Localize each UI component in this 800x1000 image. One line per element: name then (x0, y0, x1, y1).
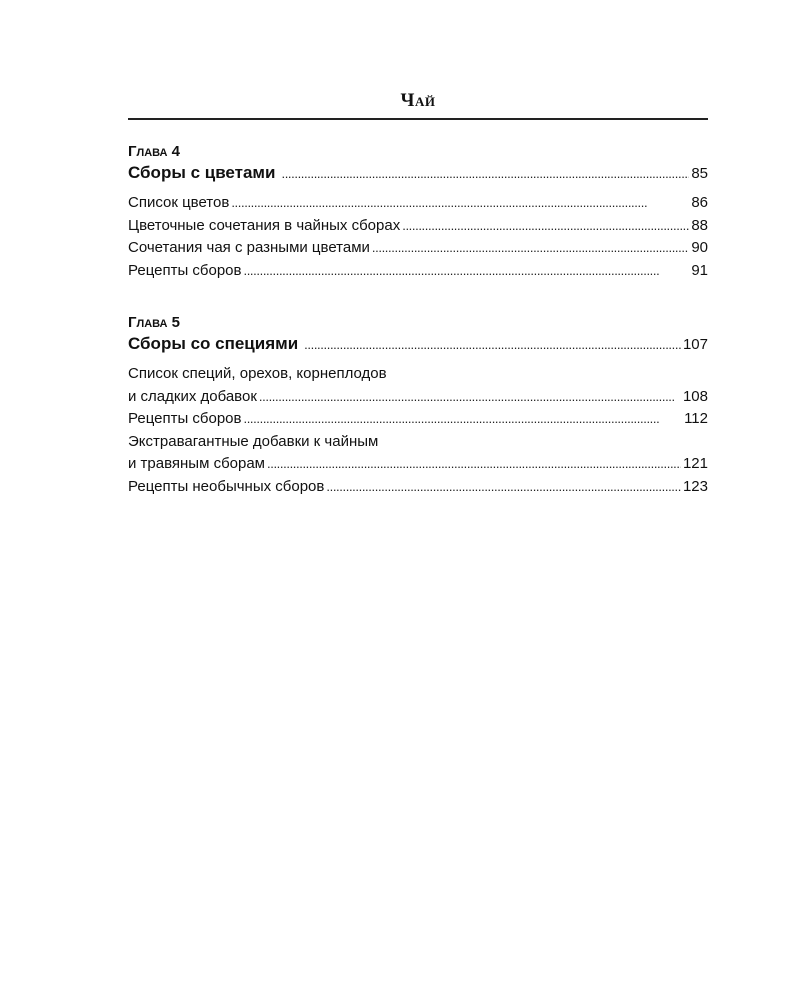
dot-leader (231, 192, 689, 215)
entry-title: и травяным сборам (128, 455, 265, 472)
entry-title: Рецепты сборов (128, 410, 242, 427)
toc-entry[interactable] (128, 192, 708, 215)
dot-leader (402, 215, 689, 238)
page-number: 86 (691, 194, 708, 211)
toc-entry[interactable] (128, 215, 708, 238)
toc-entry[interactable] (128, 431, 708, 476)
running-title: Чай (400, 90, 436, 111)
toc-entry-heading[interactable] (128, 332, 708, 357)
dot-leader (326, 476, 681, 499)
chapter-label: Глава 5 (128, 314, 181, 331)
toc-entry[interactable] (128, 408, 708, 431)
entry-title: Список цветов (128, 194, 230, 211)
entry-title: и сладких добавок (128, 387, 257, 405)
dot-leader (243, 260, 689, 283)
entry-title: Сборы с цветами (128, 163, 276, 182)
dot-leader (243, 408, 682, 431)
page-number: 112 (684, 410, 708, 427)
entry-title: Цветочные сочетания в чайных сборах (128, 216, 401, 234)
page-number: 121 (682, 455, 708, 472)
page-number: 90 (691, 239, 708, 256)
page-number: 85 (691, 165, 708, 182)
page-number: 107 (682, 336, 708, 353)
entry-title: Рецепты сборов (128, 261, 242, 279)
entry-title-line-1: Список специй, орехов, корнеплодов (128, 365, 387, 382)
toc-entry[interactable] (128, 237, 708, 260)
page-header (128, 88, 708, 120)
toc-entry[interactable] (128, 476, 708, 499)
toc-entry[interactable] (128, 363, 708, 408)
dot-leader (281, 162, 689, 186)
dot-leader (372, 237, 689, 260)
chapter-label: Глава 4 (128, 143, 181, 160)
entry-title: Рецепты необычных сборов (128, 477, 325, 495)
page-number: 123 (682, 477, 708, 495)
page-number: 108 (682, 387, 708, 405)
page-number: 88 (691, 216, 708, 234)
entry-title: Сочетания чая с разными цветами (128, 239, 370, 256)
dot-leader (267, 453, 681, 476)
page-number: 91 (691, 261, 708, 279)
entry-title-line-1: Экстравагантные добавки к чайным (128, 432, 379, 450)
toc-entry[interactable] (128, 260, 708, 283)
toc-chapter-5 (128, 314, 708, 498)
dot-leader (304, 333, 681, 357)
toc-entry-heading[interactable] (128, 161, 708, 186)
toc-chapter-4 (128, 143, 708, 282)
entry-title: Сборы со специями (128, 334, 299, 353)
dot-leader (259, 386, 681, 409)
